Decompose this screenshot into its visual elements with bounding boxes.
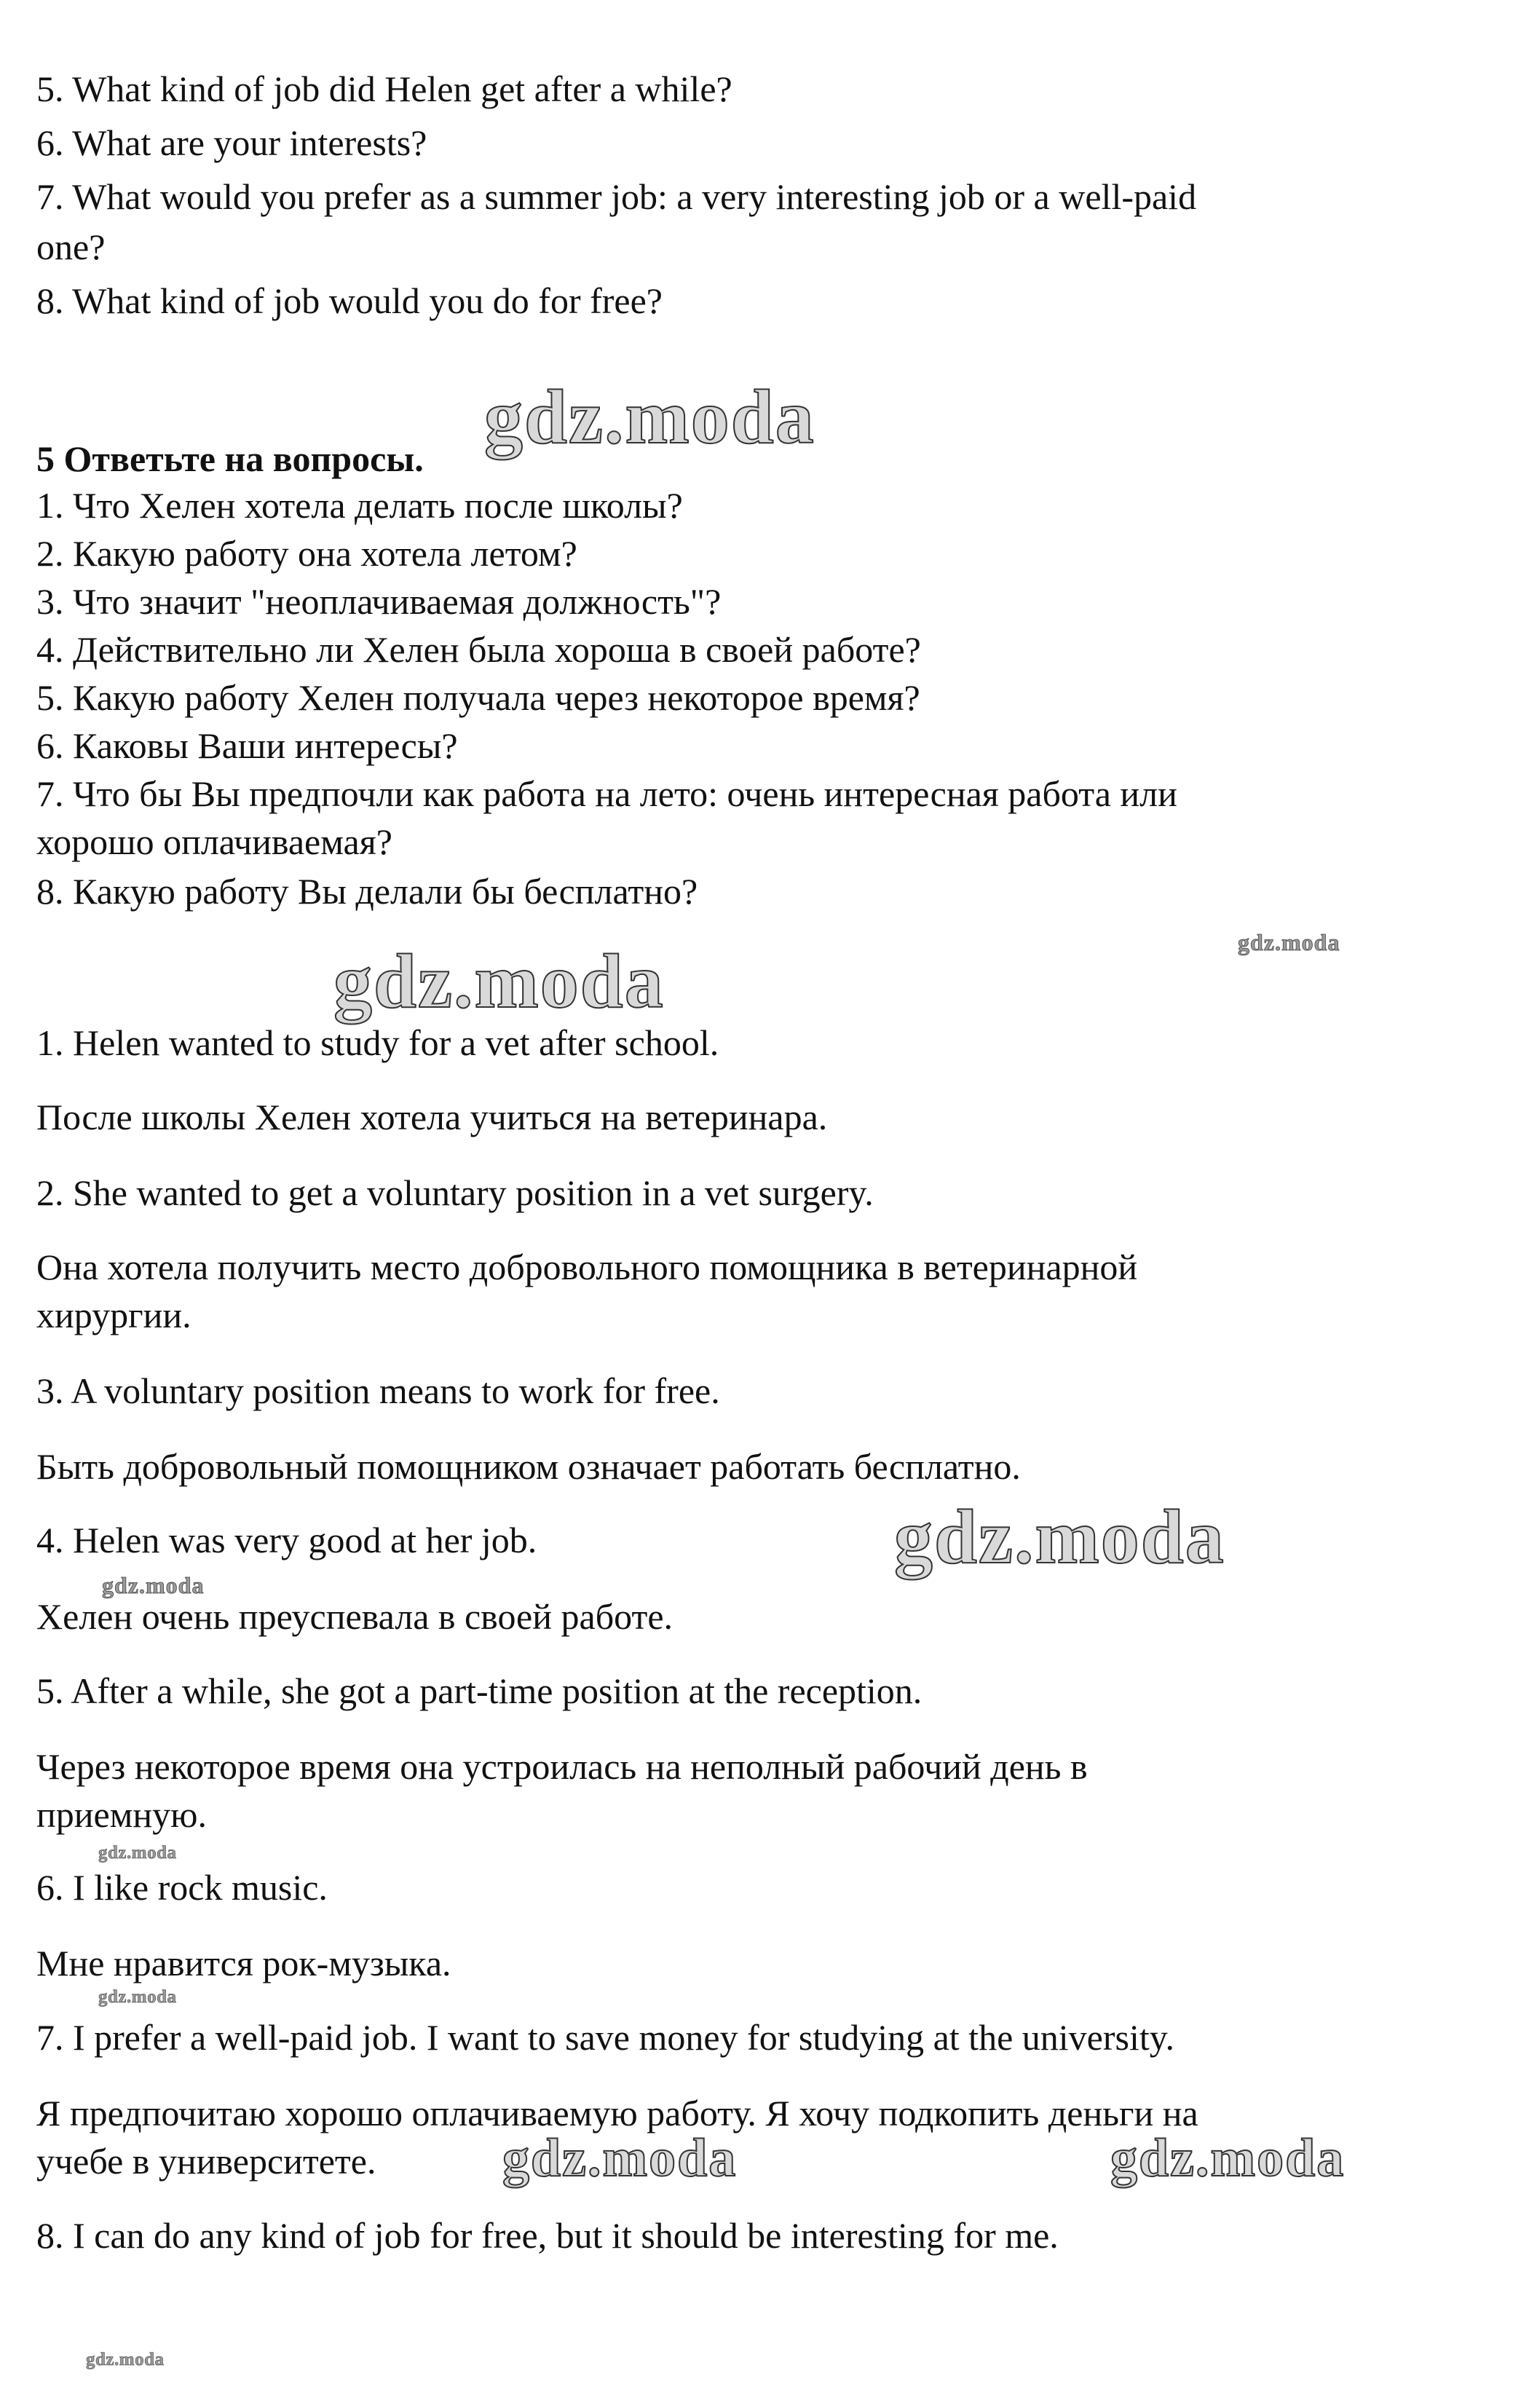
watermark-logo: gdz.moda: [1110, 2128, 1346, 2188]
answer-en: 2. She wanted to get a voluntary position in a vet surgery.: [36, 1172, 874, 1213]
answer-ru: Через некоторое время она устроилась на неполный рабочий день в: [36, 1746, 1088, 1787]
question-ru: 6. Каковы Ваши интересы?: [36, 725, 458, 766]
answer-ru: Она хотела получить место добровольного помощника в ветеринарной: [36, 1247, 1138, 1287]
answer-ru: Я предпочитаю хорошо оплачиваемую работу. Я хочу подкопить деньги на: [36, 2093, 1198, 2133]
answer-ru: хирургии.: [36, 1295, 191, 1335]
answer-en: 5. After a while, she got a part-time position at the reception.: [36, 1670, 922, 1711]
watermark-logo: gdz.moda: [484, 374, 815, 459]
question-ru: 1. Что Хелен хотела делать после школы?: [36, 485, 683, 526]
answer-ru: учебе в университете.: [36, 2141, 376, 2182]
answer-en: 4. Helen was very good at her job.: [36, 1520, 537, 1560]
answer-ru: Хелен очень преуспевала в своей работе.: [36, 1596, 673, 1637]
question-en: 5. What kind of job did Helen get after a while?: [36, 68, 732, 109]
question-en: 6. What are your interests?: [36, 122, 427, 163]
watermark-logo: gdz.moda: [86, 2350, 165, 2369]
watermark-logo: gdz.moda: [894, 1494, 1225, 1579]
section-heading: 5 Ответьте на вопросы.: [36, 438, 424, 479]
question-en: one?: [36, 226, 106, 267]
answer-en: 8. I can do any kind of job for free, but it should be interesting for me.: [36, 2215, 1059, 2256]
question-en: 7. What would you prefer as a summer job: a very interesting job or a well-paid: [36, 176, 1197, 217]
watermark-logo: gdz.moda: [98, 1987, 177, 2007]
watermark-logo: gdz.moda: [1238, 929, 1340, 955]
answer-en: 6. I like rock music.: [36, 1867, 328, 1908]
question-ru: 3. Что значит "неоплачиваемая должность"?: [36, 581, 722, 622]
question-ru: 4. Действительно ли Хелен была хороша в своей работе?: [36, 629, 921, 670]
answer-ru: После школы Хелен хотела учиться на ветеринара.: [36, 1097, 828, 1137]
question-en: 8. What kind of job would you do for free?: [36, 280, 663, 321]
answer-ru: приемную.: [36, 1794, 207, 1835]
question-ru: 2. Какую работу она хотела летом?: [36, 533, 577, 574]
answer-ru: Быть добровольный помощником означает работать бесплатно.: [36, 1446, 1021, 1487]
question-ru: 5. Какую работу Хелен получала через некоторое время?: [36, 677, 920, 718]
question-ru: хорошо оплачиваемая?: [36, 821, 392, 862]
question-ru: 7. Что бы Вы предпочли как работа на лето: очень интересная работа или: [36, 773, 1177, 814]
question-ru: 8. Какую работу Вы делали бы бесплатно?: [36, 871, 698, 912]
answer-ru: Мне нравится рок-музыка.: [36, 1943, 451, 1983]
answer-en: 1. Helen wanted to study for a vet after school.: [36, 1022, 719, 1063]
answer-en: 7. I prefer a well-paid job. I want to save money for studying at the university.: [36, 2017, 1174, 2058]
watermark-logo: gdz.moda: [502, 2128, 738, 2188]
watermark-logo: gdz.moda: [98, 1843, 177, 1863]
answer-en: 3. A voluntary position means to work for free.: [36, 1370, 720, 1411]
watermark-logo: gdz.moda: [102, 1572, 205, 1598]
watermark-logo: gdz.moda: [333, 939, 665, 1024]
